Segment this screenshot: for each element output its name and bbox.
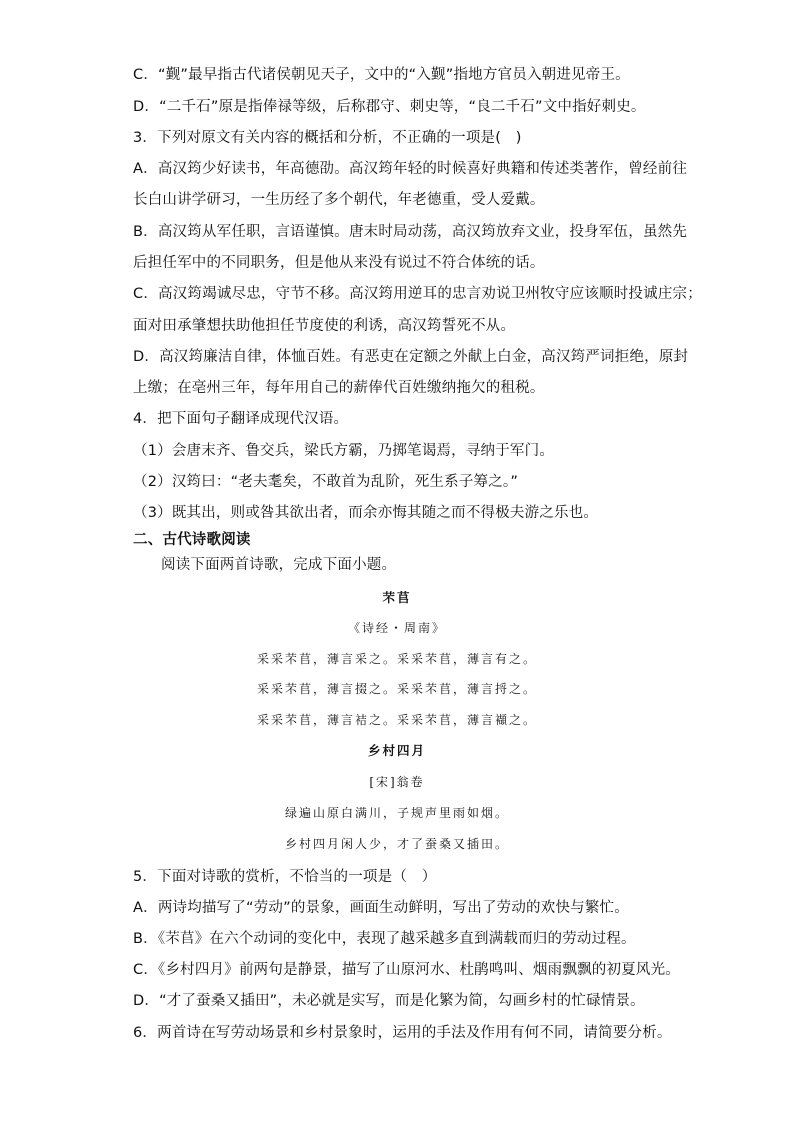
option-d-q3-line2: 上缴；在亳州三年，每年用自己的薪俸代百姓缴纳拖欠的租税。 <box>133 380 545 396</box>
question-6: 6．两首诗在写劳动场景和乡村景象时，运用的手法及作用有何不同，请简要分析。 <box>133 1025 672 1041</box>
section-heading-poetry: 二、古代诗歌阅读 <box>133 532 251 548</box>
option-c-q3-line2: 面对田承肇想扶助他担任节度使的利诱，高汉筠誓死不从。 <box>133 318 516 334</box>
option-b-q5: B．《芣苢》在六个动词的变化中，表现了越采越多直到满载而归的劳动过程。 <box>133 931 636 947</box>
option-a-q5: A．两诗均描写了“劳动”的景象，画面生动鲜明，写出了劳动的欢快与繁忙。 <box>133 900 629 916</box>
poem1-line: 采采芣苢，薄言掇之。采采芣苢，薄言捋之。 <box>256 682 537 696</box>
poem1-title: 芣苢 <box>382 590 412 605</box>
option-a-q3-line1: A．高汉筠少好读书，年高德劭。高汉筠年轻的时候喜好典籍和传述类著作，曾经前往 <box>133 161 688 177</box>
poem2-line: 乡村四月闲人少，才了蚕桑又插田。 <box>284 837 509 851</box>
poem2-author: [宋]翁卷 <box>369 775 425 789</box>
option-a-q3-line2: 长白山讲学研习，一生历经了多个朝代，年老德重，受人爱戴。 <box>133 192 545 208</box>
q4-sentence-1: （1）会唐末齐、鲁交兵，梁氏方霸，乃掷笔谒焉，寻纳于军门。 <box>133 443 555 459</box>
option-c-q5: C．《乡村四月》前两句是静景，描写了山原河水、杜鹃鸣叫、烟雨飘飘的初夏风光。 <box>133 962 680 978</box>
question-4: 4．把下面句子翻译成现代汉语。 <box>133 411 349 427</box>
q4-sentence-2: （2）汉筠曰：“老夫耄矣，不敢首为乱阶，死生系子筹之。” <box>133 474 519 490</box>
option-c-q3-line1: C．高汉筠竭诚尽忠，守节不移。高汉筠用逆耳的忠言劝说卫州牧守应该顺时投诚庄宗； <box>133 286 702 302</box>
q4-sentence-3: （3）既其出，则或咎其欲出者，而余亦悔其随之而不得极夫游之乐也。 <box>133 505 599 521</box>
option-d-q3-line1: D．高汉筠廉洁自律，体恤百姓。有恶吏在定额之外献上白金，高汉筠严词拒绝，原封 <box>133 349 689 365</box>
poem1-line: 采采芣苢，薄言采之。采采芣苢，薄言有之。 <box>256 652 537 666</box>
poem1-line: 采采芣苢，薄言袺之。采采芣苢，薄言襭之。 <box>256 713 537 727</box>
option-d-q5: D．“才了蚕桑又插田”，未必就是实写，而是化繁为简，勾画乡村的忙碌情景。 <box>133 993 645 1009</box>
option-b-q3-line1: B．高汉筠从军任职，言语谨慎。唐末时局动荡，高汉筠放弃文业，投身军伍，虽然先 <box>133 224 688 240</box>
question-3: 3．下列对原文有关内容的概括和分析，不正确的一项是( ) <box>133 130 522 146</box>
poem1-source: 《诗经・周南》 <box>347 621 446 635</box>
option-c-q2: C．“觐”最早指古代诸侯朝见天子，文中的“入觐”指地方官员入朝进见帝王。 <box>133 67 630 83</box>
poem2-title: 乡村四月 <box>367 743 426 758</box>
question-5: 5．下面对诗歌的赏析，不恰当的一项是（ ） <box>133 869 437 885</box>
option-b-q3-line2: 后担任军中的不同职务，但是他从来没有说过不符合体统的话。 <box>133 255 545 271</box>
poetry-instruction: 阅读下面两首诗歌，完成下面小题。 <box>161 557 397 573</box>
poem2-line: 绿遍山原白满川，子规声里雨如烟。 <box>284 806 509 820</box>
option-d-q2: D．“二千石”原是指俸禄等级，后称郡守、刺史等，“良二千石”文中指好刺史。 <box>133 99 646 115</box>
